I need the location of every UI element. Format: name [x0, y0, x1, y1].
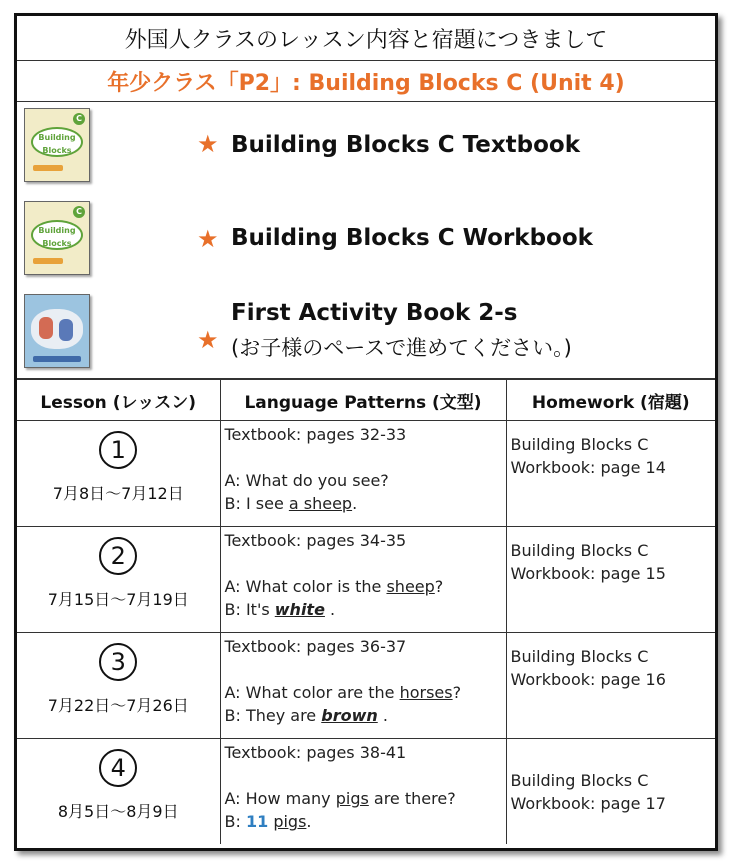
patterns-cell [220, 739, 506, 845]
pattern-a: A: What color is the sheep? [224, 577, 444, 596]
textbook-cover: C Building Blocks [24, 108, 90, 182]
lesson-dates: 7月8日〜7月12日 [52, 484, 184, 503]
star-icon: ★ [197, 225, 219, 253]
pattern-b: B: It's white . [224, 600, 336, 619]
material-workbook [17, 201, 715, 281]
lesson-cell [17, 527, 220, 633]
table-row [17, 527, 715, 633]
material-activity-book [17, 294, 715, 374]
table-header-row [17, 380, 715, 421]
pattern-a: A: What color are the horses? [224, 683, 462, 702]
pattern-b: B: I see a sheep. [224, 494, 358, 513]
material-label: First Activity Book 2-s [231, 300, 518, 326]
lesson-sheet [14, 13, 718, 851]
pattern-a: A: How many pigs are there? [224, 789, 456, 808]
activity-book-cover [24, 294, 90, 368]
cover-logo: Building Blocks [31, 220, 83, 250]
lesson-dates: 7月15日〜7月19日 [47, 590, 189, 609]
textbook-pages: Textbook: pages 36-37 [224, 637, 407, 656]
lesson-number: 2 [99, 537, 137, 575]
page-title: 外国人クラスのレッスン内容と宿題につきまして [17, 16, 715, 61]
textbook-pages: Textbook: pages 38-41 [224, 743, 407, 762]
textbook-pages: Textbook: pages 32-33 [224, 425, 407, 444]
cover-logo: Building Blocks [31, 127, 83, 157]
materials-section [17, 102, 715, 379]
lesson-number: 1 [99, 431, 137, 469]
patterns-cell [220, 633, 506, 739]
homework-cell: Building Blocks C Workbook: page 16 [506, 633, 715, 739]
pattern-a: A: What do you see? [224, 471, 389, 490]
homework-cell: Building Blocks C Workbook: page 14 [506, 421, 715, 527]
lesson-cell [17, 633, 220, 739]
lesson-table [17, 379, 715, 844]
lesson-cell [17, 739, 220, 845]
lesson-dates: 7月22日〜7月26日 [47, 696, 189, 715]
lesson-number: 4 [99, 749, 137, 787]
table-row [17, 633, 715, 739]
pattern-b: B: They are brown . [224, 706, 388, 725]
pattern-b: B: 11 pigs. [224, 812, 312, 831]
patterns-cell [220, 421, 506, 527]
workbook-cover: C Building Blocks [24, 201, 90, 275]
header-patterns: Language Patterns (文型) [220, 380, 506, 421]
star-icon: ★ [197, 326, 219, 354]
homework-cell: Building Blocks C Workbook: page 15 [506, 527, 715, 633]
material-textbook [17, 108, 715, 188]
homework-cell: Building Blocks C Workbook: page 17 [506, 739, 715, 845]
patterns-cell [220, 527, 506, 633]
table-row [17, 739, 715, 845]
lesson-cell [17, 421, 220, 527]
material-note: (お子様のペースで進めてください。) [231, 336, 572, 360]
header-homework: Homework (宿題) [506, 380, 715, 421]
star-icon: ★ [197, 130, 219, 158]
table-row [17, 421, 715, 527]
material-label: Building Blocks C Textbook [231, 132, 581, 158]
lesson-number: 3 [99, 643, 137, 681]
header-lesson: Lesson (レッスン) [17, 380, 220, 421]
class-subtitle: 年少クラス「P2」: Building Blocks C (Unit 4) [17, 61, 715, 102]
lesson-dates: 8月5日〜8月9日 [57, 802, 179, 821]
textbook-pages: Textbook: pages 34-35 [224, 531, 407, 550]
material-label: Building Blocks C Workbook [231, 225, 593, 251]
